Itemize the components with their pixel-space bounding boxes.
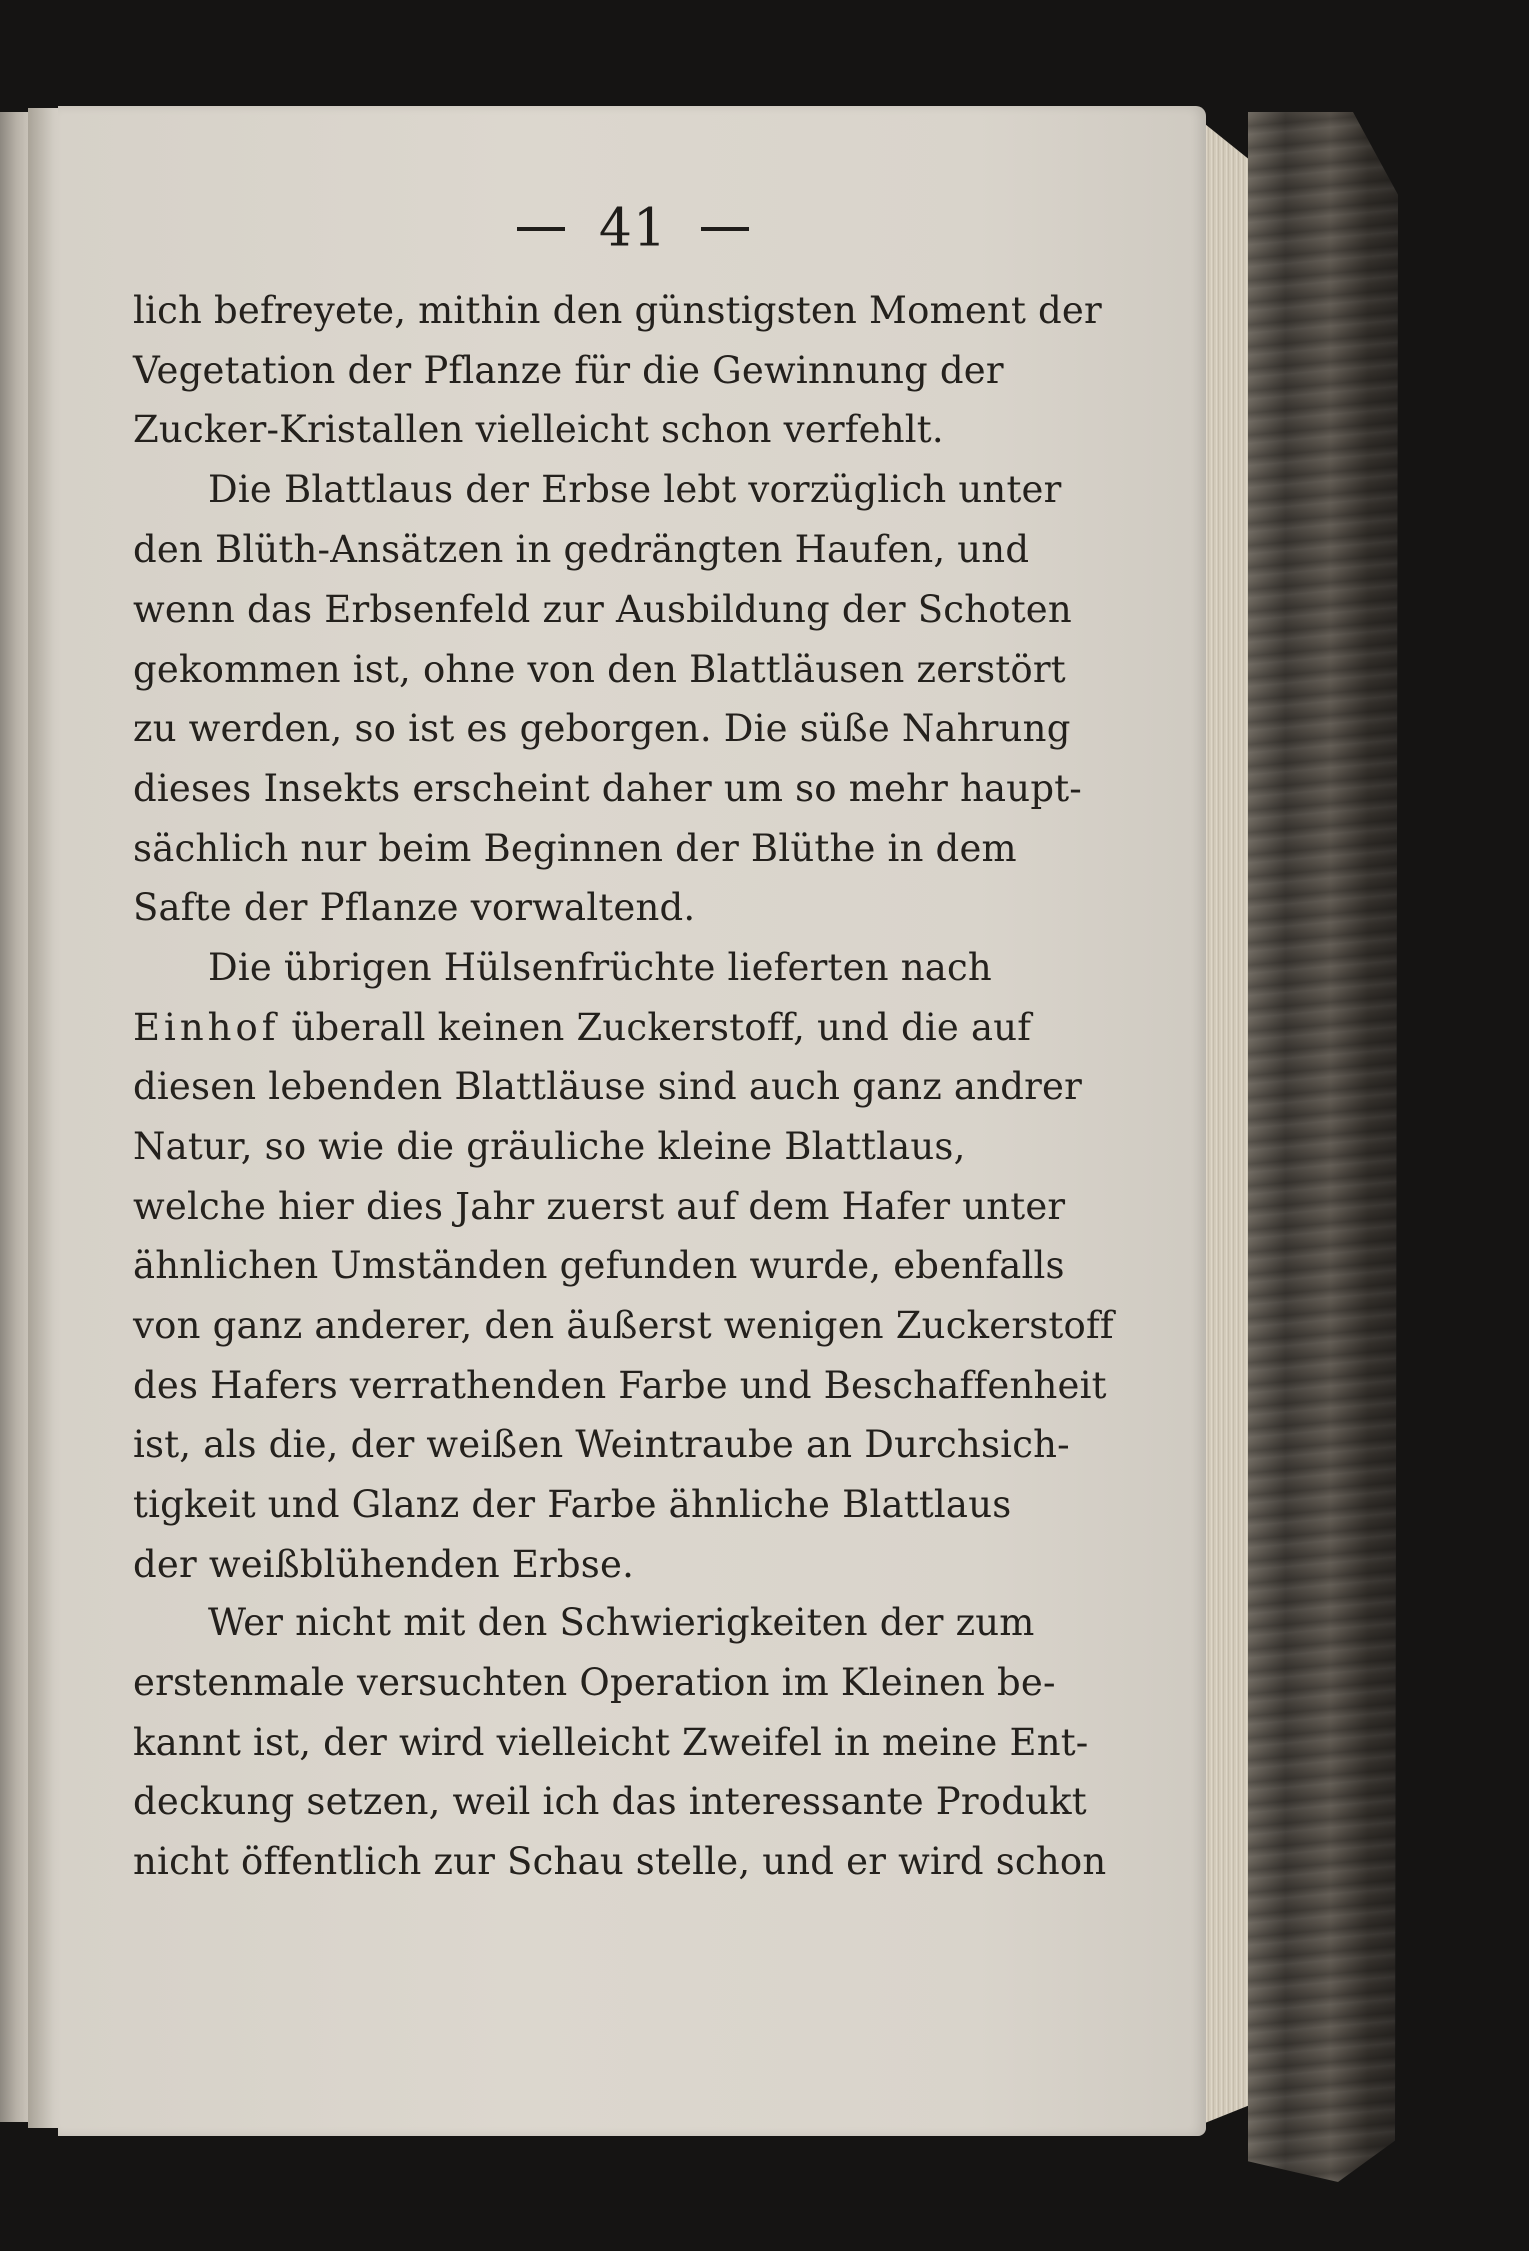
- text-line: Vegetation der Pflanze für die Gewinnung der: [133, 349, 1004, 392]
- text-line: zu werden, so ist es geborgen. Die süße Nahrung: [133, 707, 1071, 750]
- page-number: [58, 195, 1208, 259]
- page-number-value: 41: [598, 198, 668, 259]
- text-line: den Blüth-Ansätzen in gedrängten Haufen, und: [133, 528, 1030, 571]
- text-line: Zucker-Kristallen vielleicht schon verfehlt.: [133, 408, 944, 451]
- text-line: dieses Insekts erscheint daher um so mehr haupt-: [133, 767, 1082, 810]
- text-line-rest: überall keinen Zuckerstoff, und die auf: [279, 1006, 1032, 1049]
- right-dash: [701, 227, 749, 231]
- text-line: gekommen ist, ohne von den Blattläusen zerstört: [133, 648, 1066, 691]
- text-line: Natur, so wie die gräuliche kleine Blattlaus,: [133, 1125, 966, 1168]
- text-line: lich befreyete, mithin den günstigsten Moment der: [133, 289, 1102, 332]
- text-line: nicht öffentlich zur Schau stelle, und er wird schon: [133, 1840, 1107, 1883]
- text-line: wenn das Erbsenfeld zur Ausbildung der Schoten: [133, 588, 1072, 631]
- text-line: [133, 1006, 1033, 1049]
- marbled-cover: [1248, 112, 1398, 2182]
- left-dash: [517, 227, 565, 231]
- text-line: tigkeit und Glanz der Farbe ähnliche Blattlaus: [133, 1483, 1012, 1526]
- text-line: kannt ist, der wird vielleicht Zweifel in meine Ent-: [133, 1721, 1089, 1764]
- text-line: Die übrigen Hülsenfrüchte lieferten nach: [208, 946, 992, 989]
- text-line: ist, als die, der weißen Weintraube an Durchsich-: [133, 1423, 1070, 1466]
- page-block-edge: [1200, 120, 1250, 2125]
- text-line: der weißblühenden Erbse.: [133, 1543, 635, 1586]
- left-page-edge: [0, 112, 28, 2122]
- text-line: welche hier dies Jahr zuerst auf dem Hafer unter: [133, 1185, 1066, 1228]
- text-line: diesen lebenden Blattläuse sind auch ganz andrer: [133, 1065, 1082, 1108]
- text-line: deckung setzen, weil ich das interessante Produkt: [133, 1780, 1087, 1823]
- text-line: Die Blattlaus der Erbse lebt vorzüglich unter: [208, 468, 1062, 511]
- text-line: Safte der Pflanze vorwaltend.: [133, 886, 696, 929]
- name-einhof: Einhof: [133, 1006, 280, 1049]
- text-line: Wer nicht mit den Schwierigkeiten der zum: [208, 1601, 1035, 1644]
- text-line: von ganz anderer, den äußerst wenigen Zuckerstoff: [133, 1304, 1114, 1347]
- text-line: ähnlichen Umständen gefunden wurde, ebenfalls: [133, 1244, 1065, 1287]
- text-line: erstenmale versuchten Operation im Kleinen be-: [133, 1661, 1056, 1704]
- text-line: sächlich nur beim Beginnen der Blüthe in dem: [133, 827, 1017, 870]
- text-line: des Hafers verrathenden Farbe und Beschaffenheit: [133, 1364, 1107, 1407]
